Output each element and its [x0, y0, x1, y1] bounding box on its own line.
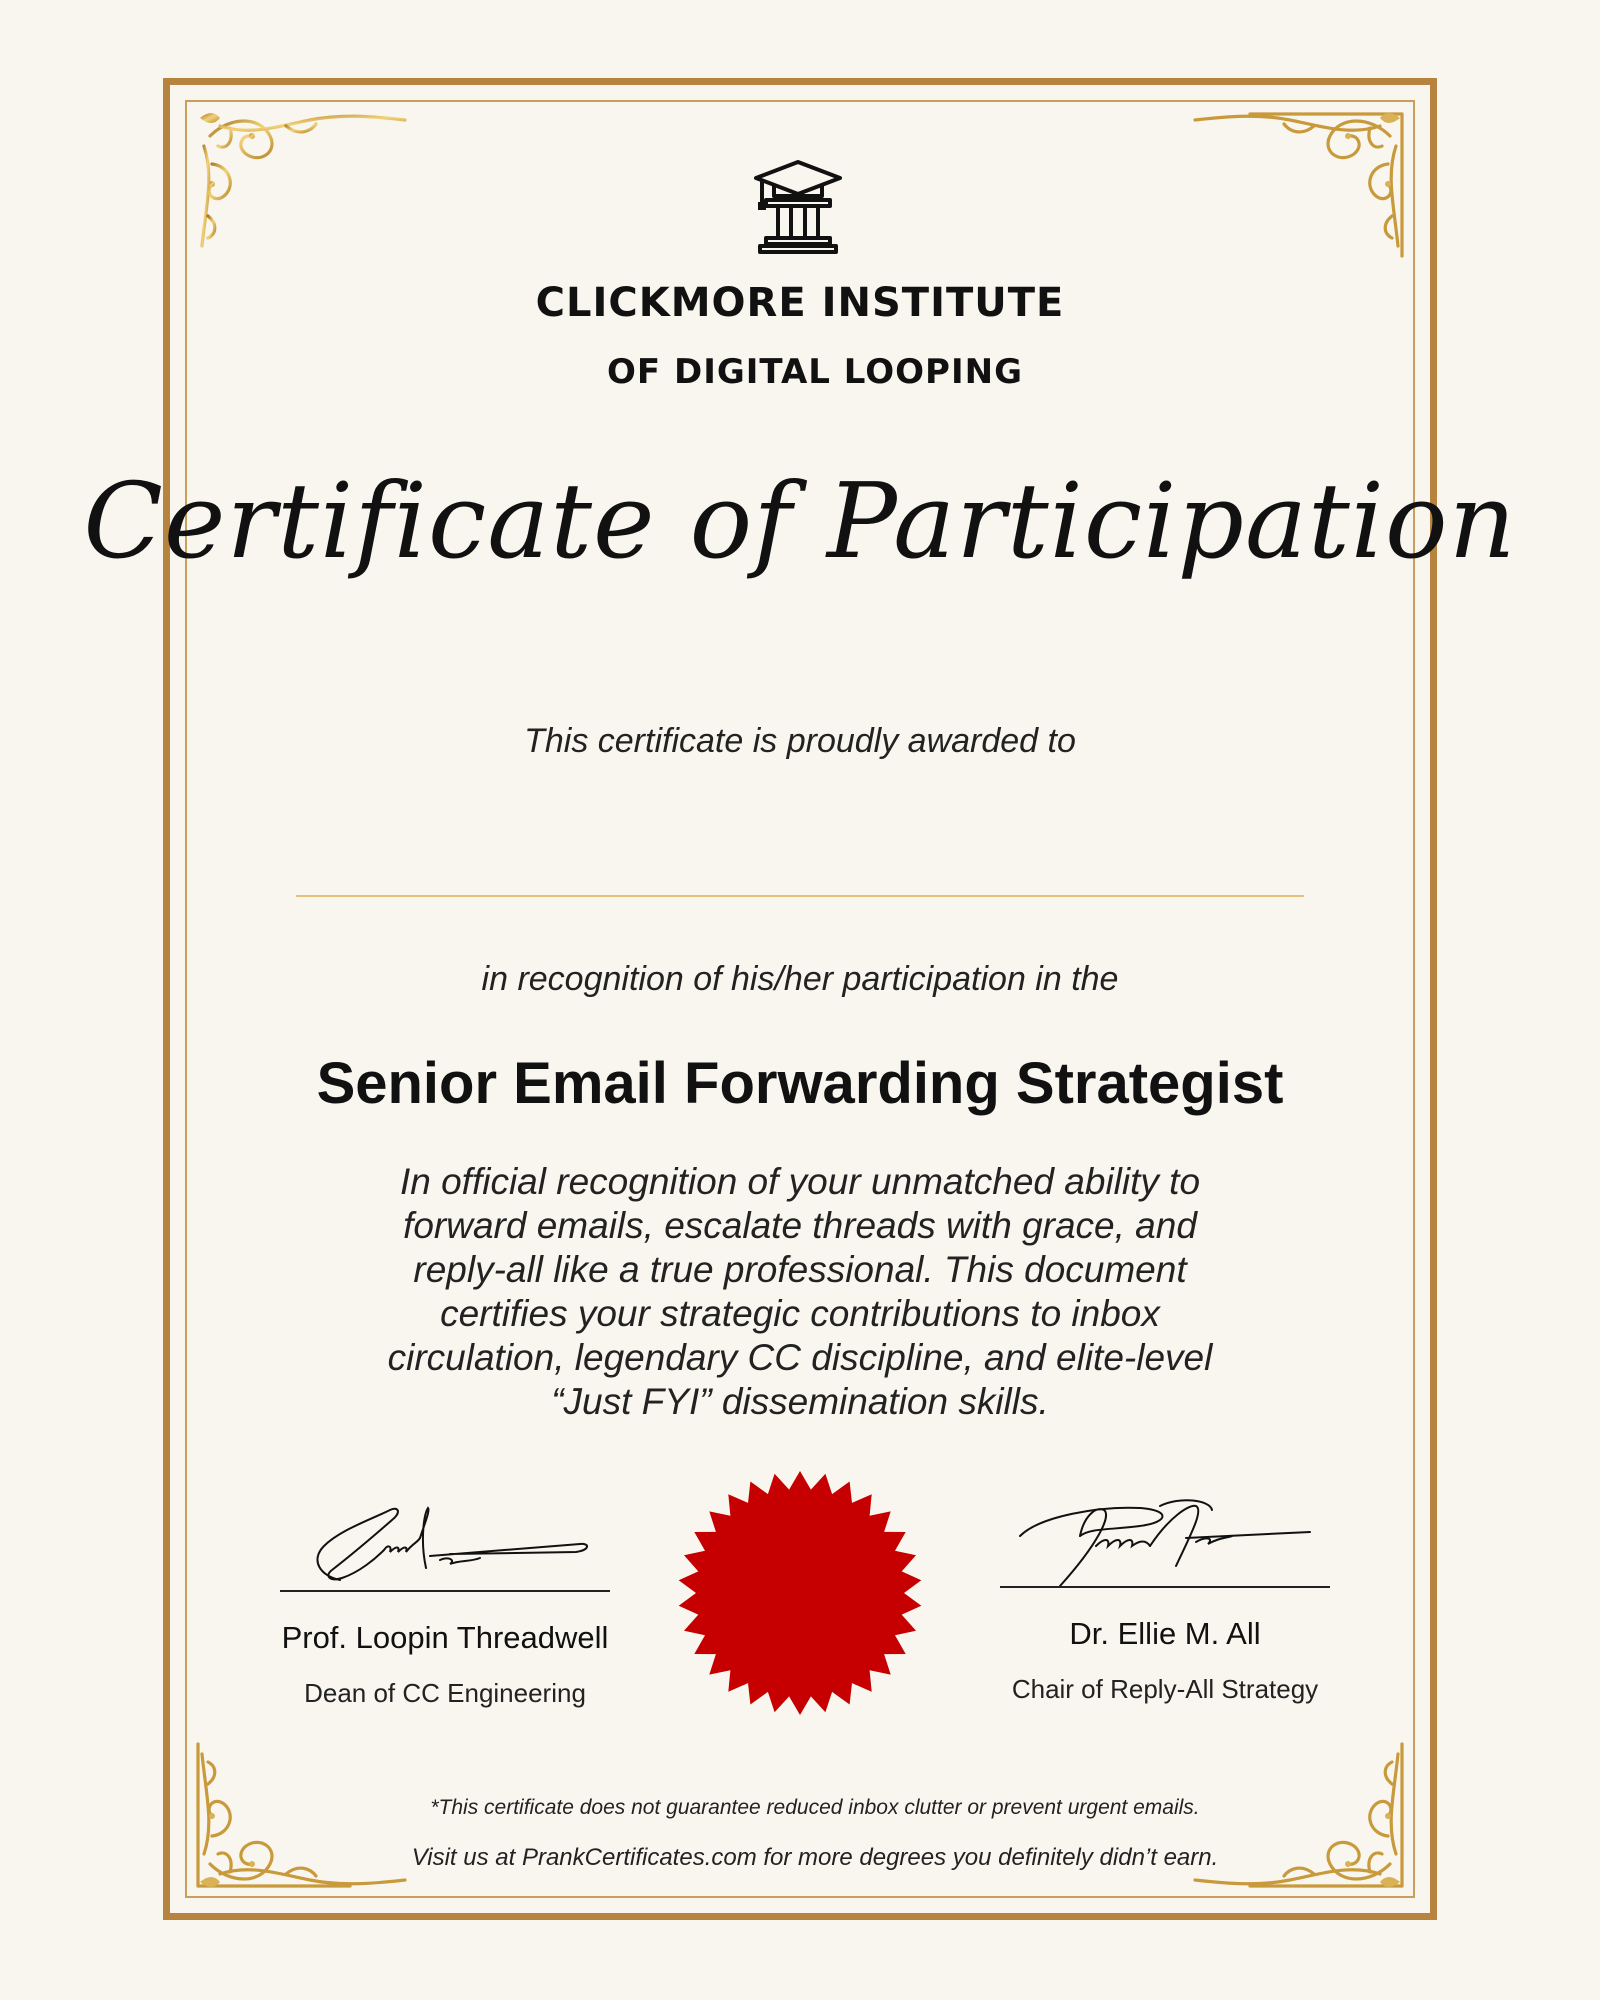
- signature-left: [280, 1480, 610, 1590]
- signatory-title-right: Chair of Reply-All Strategy: [1011, 1674, 1319, 1704]
- awarded-to-text: This certificate is proudly awarded to: [524, 722, 1076, 760]
- footer-disclaimer: *This certificate does not guarantee reduced inbox clutter or prevent urgent emails.: [430, 1796, 1200, 1819]
- certificate-title: Certificate of Participation: [83, 460, 1517, 582]
- red-seal: [675, 1468, 925, 1718]
- footer-visit-link[interactable]: Visit us at PrankCertificates.com for more degrees you definitely didn’t earn.: [411, 1844, 1219, 1871]
- institute-name-line1: CLICKMORE INSTITUTE: [535, 280, 1065, 326]
- recognition-text: in recognition of his/her participation in the: [481, 960, 1119, 998]
- corner-ornament-top-left: [190, 106, 420, 266]
- graduation-building-icon: [748, 156, 848, 256]
- signature-block-right: [1000, 1476, 1330, 1705]
- signature-right: [1000, 1476, 1330, 1586]
- signature-block-left: [280, 1480, 610, 1709]
- signatory-name-left: Prof. Loopin Threadwell: [281, 1620, 609, 1655]
- signature-line-right: [1000, 1586, 1330, 1588]
- signature-line-left: [280, 1590, 610, 1592]
- signatory-title-left: Dean of CC Engineering: [304, 1678, 586, 1708]
- recipient-name-line: [296, 895, 1304, 897]
- certificate-description: In official recognition of your unmatched ability to forward emails, escalate threads with grace, and reply-all like a true professional. This document certifies your strategic contributions to inbox circulation, legendary CC discipline, and elite-level “Just FYI” dissemination skills.: [387, 1161, 1213, 1422]
- signatory-name-right: Dr. Ellie M. All: [1069, 1616, 1261, 1651]
- role-title: Senior Email Forwarding Strategist: [316, 1051, 1284, 1116]
- corner-ornament-top-right: [1180, 106, 1410, 266]
- institute-name-line2: OF DIGITAL LOOPING: [607, 352, 1023, 392]
